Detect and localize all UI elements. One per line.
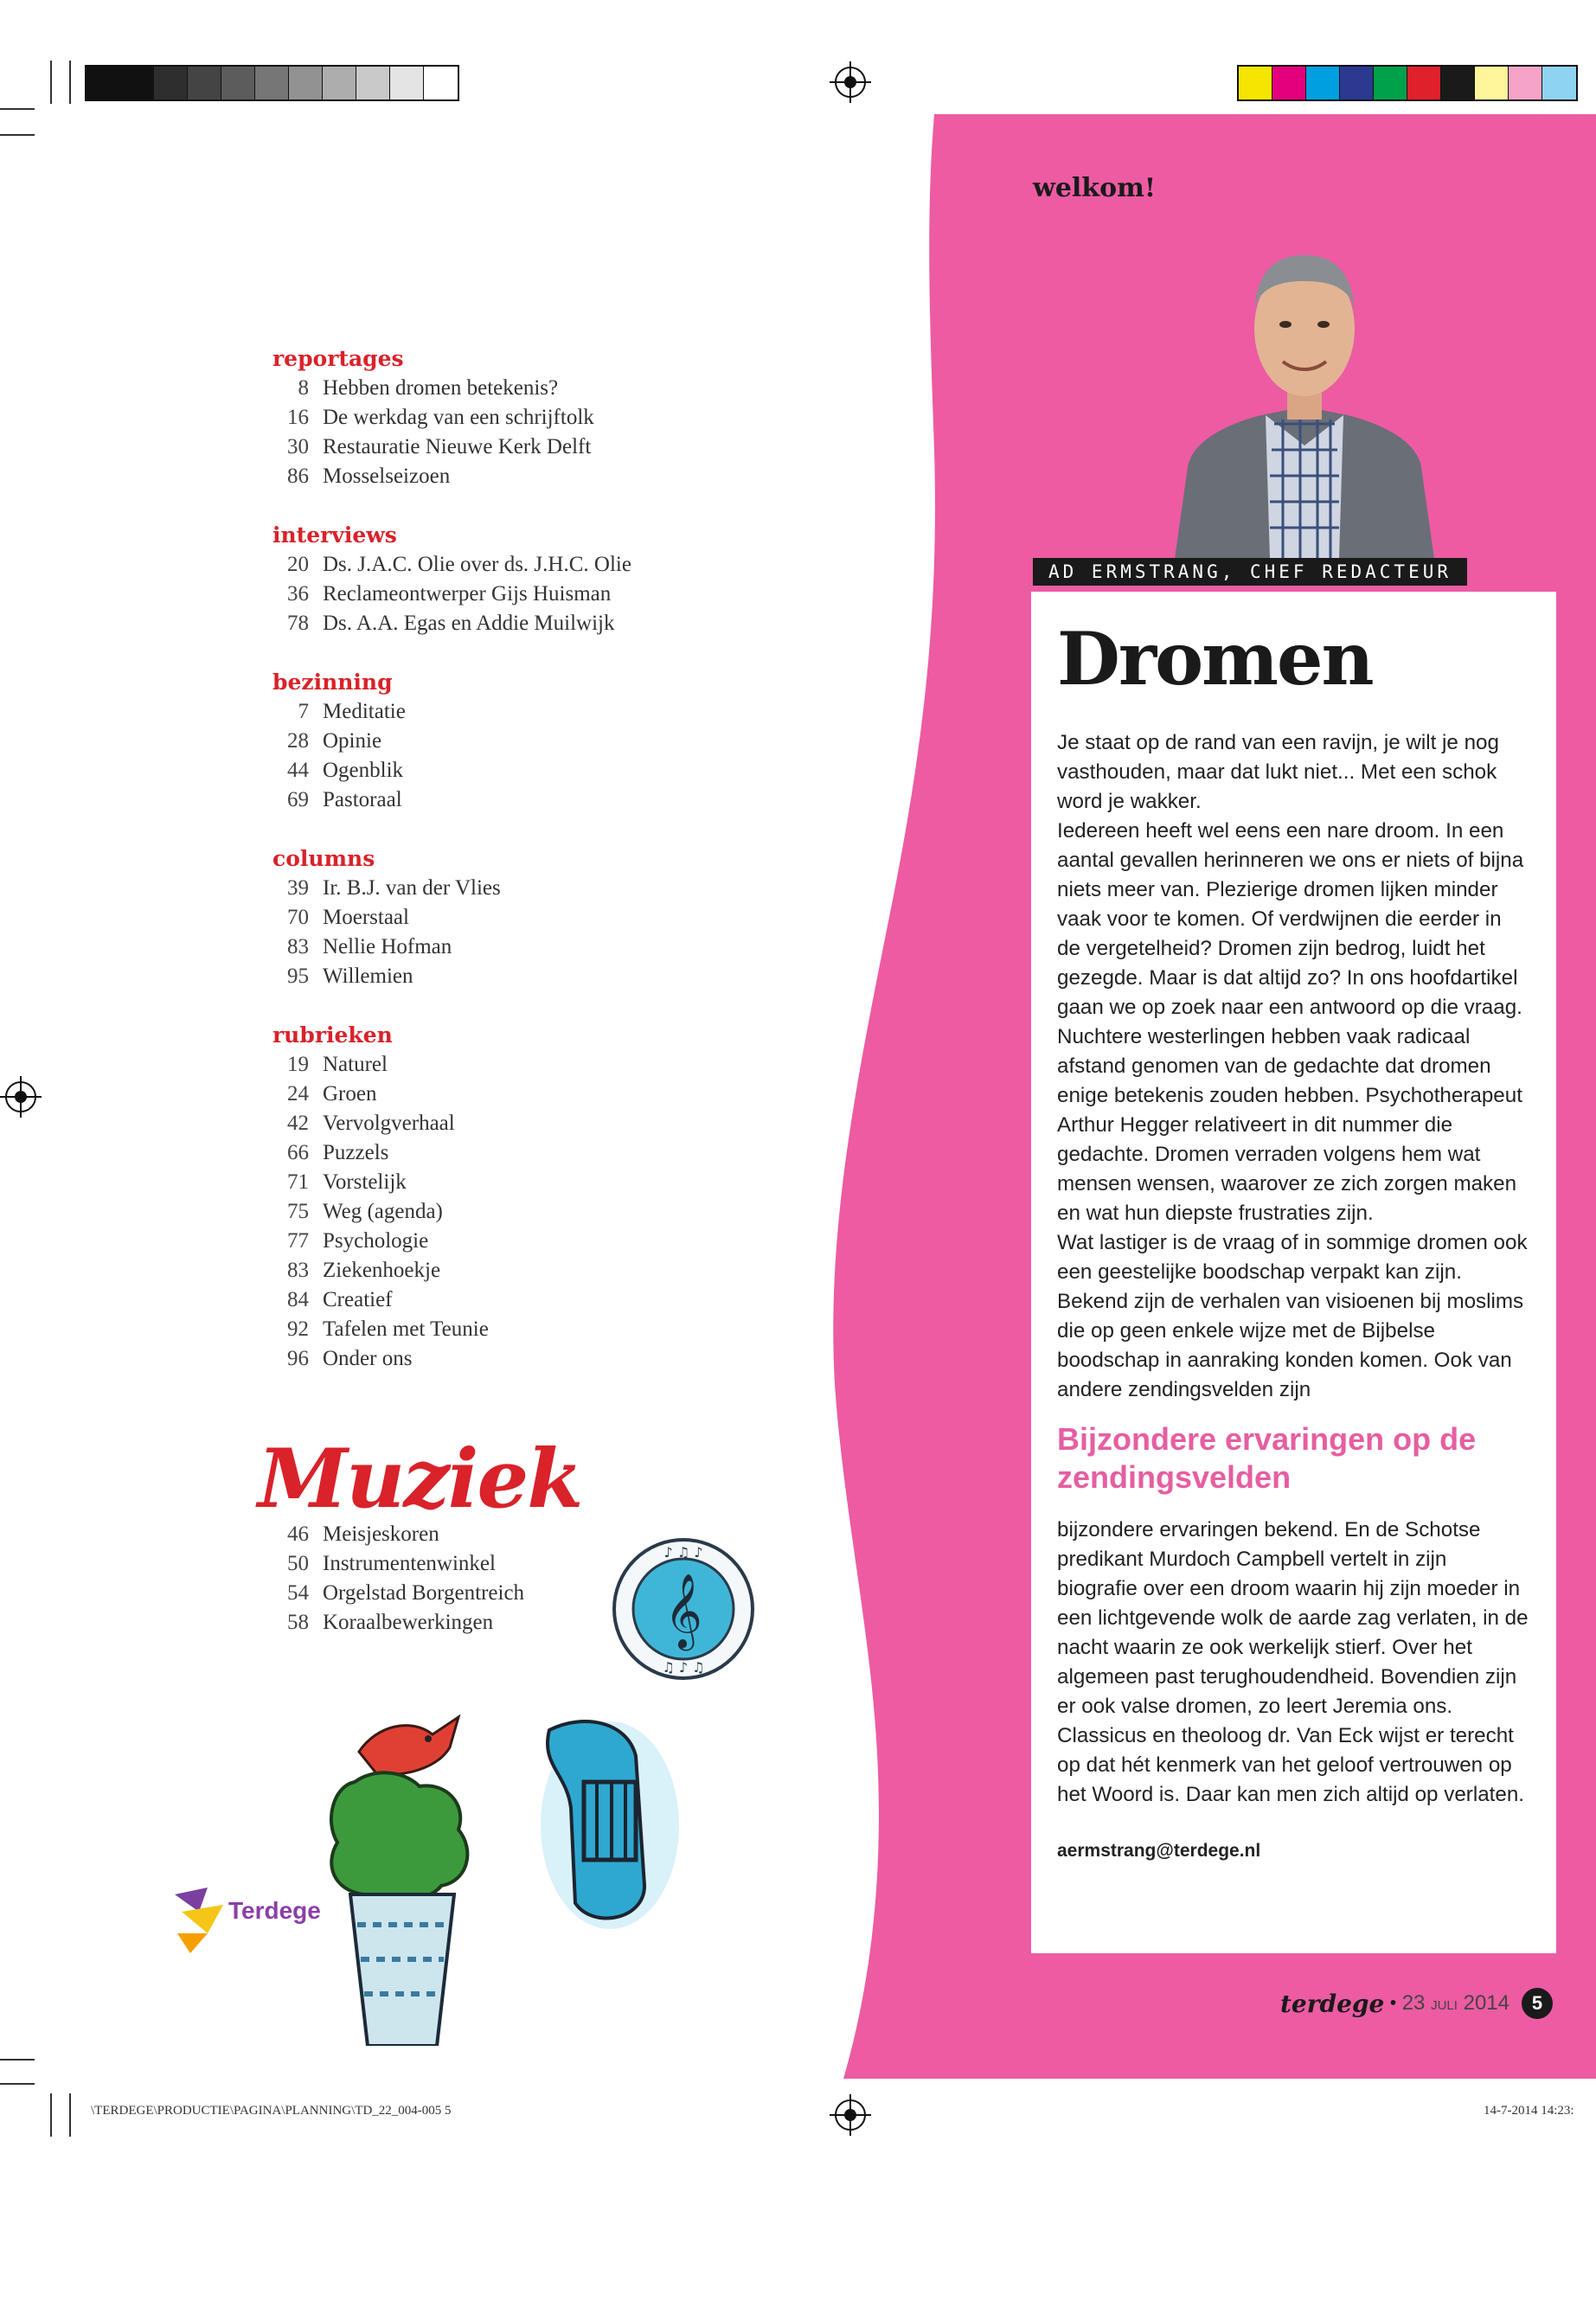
toc-entry-title: De werkdag van een schrijftolk xyxy=(323,406,594,429)
toc-entry[interactable] xyxy=(272,1344,757,1374)
toc-entry-title: Naturel xyxy=(323,1053,388,1076)
folio-day: 23 xyxy=(1401,1991,1426,2015)
toc-entry[interactable] xyxy=(272,756,757,785)
folio-date xyxy=(1402,1991,1509,2016)
toc-page-number: 42 xyxy=(287,1112,309,1135)
gray-swatch xyxy=(120,67,154,99)
crop-mark xyxy=(0,2083,35,2085)
toc-entry[interactable] xyxy=(272,1315,757,1344)
toc-page-number: 66 xyxy=(287,1141,309,1164)
toc-page-number: 86 xyxy=(287,465,309,488)
toc-page-number: 71 xyxy=(287,1170,309,1194)
toc-entry[interactable] xyxy=(272,697,757,727)
article-title: Dromen xyxy=(1057,616,1373,702)
svg-text:♫ ♪ ♫: ♫ ♪ ♫ xyxy=(662,1659,705,1676)
toc-section-heading: rubrieken xyxy=(272,1022,393,1048)
gray-swatch xyxy=(188,67,221,99)
toc-entry-title: Ds. A.A. Egas en Addie Muilwijk xyxy=(323,612,615,635)
crop-mark xyxy=(0,108,35,110)
color-swatch xyxy=(1542,67,1576,99)
gray-swatch xyxy=(323,67,356,99)
toc-entry[interactable] xyxy=(272,933,757,962)
toc-entry-title: Ds. J.A.C. Olie over ds. J.H.C. Olie xyxy=(323,553,631,576)
crop-mark xyxy=(0,134,35,136)
toc-entry[interactable] xyxy=(272,550,757,580)
toc-entry[interactable] xyxy=(272,609,757,638)
toc-section-heading: bezinning xyxy=(272,670,393,695)
toc-page-number: 24 xyxy=(287,1082,309,1106)
color-swatch xyxy=(1306,67,1340,99)
toc-entry[interactable] xyxy=(272,1520,619,1549)
toc-section-interviews xyxy=(272,521,757,638)
folio-month: juli xyxy=(1431,1992,1458,2014)
toc-entry[interactable] xyxy=(272,374,757,403)
toc-entry[interactable] xyxy=(272,1285,757,1315)
toc-page-number: 20 xyxy=(287,553,309,576)
terdege-logo xyxy=(173,1886,321,1955)
toc-entry[interactable] xyxy=(272,433,757,462)
toc-entry[interactable] xyxy=(272,1197,757,1227)
toc-entry-title: Koraalbewerkingen xyxy=(323,1611,494,1634)
toc-page-number: 83 xyxy=(287,1259,309,1282)
editorial-article xyxy=(1031,592,1556,1953)
toc-entry-title: Restauratie Nieuwe Kerk Delft xyxy=(323,435,592,458)
article-paragraph: Iedereen heeft wel eens een nare droom. In een aantal gevallen herinneren we ons er niets of bijna niets meer van. Plezierige dromen lijken minder vaak voor te komen. Of verdwijnen die eerder in de vergetelheid? Dromen zijn bedrog, luidt het gezegde. Maar is dat altijd zo? In ons hoofdartikel gaan we op zoek naar een antwoord op die vraag. Nuchtere westerlingen hebben vaak radicaal afstand genomen van de gedachte dat dromen enige betekenis zouden hebben. Psychotherapeut Arthur Hegger relativeert in dit nummer die gedachte. Dromen verraden volgens hem wat mensen wensen, waarover ze zich zorgen maken en wat hun diepste frustraties zijn. xyxy=(1057,819,1524,1225)
color-swatch xyxy=(1239,67,1272,99)
toc-entry-title: Reclameontwerper Gijs Huisman xyxy=(323,582,612,606)
toc-page-number: 83 xyxy=(287,935,309,958)
toc-entry[interactable] xyxy=(272,1168,757,1197)
toc-entry-title: Nellie Hofman xyxy=(323,935,452,958)
page-folio xyxy=(1280,1988,1553,2019)
toc-page-number: 58 xyxy=(287,1611,309,1634)
svg-text:♪ ♫ ♪: ♪ ♫ ♪ xyxy=(663,1544,703,1561)
toc-page-number: 96 xyxy=(287,1347,309,1370)
toc-page-number: 75 xyxy=(287,1200,309,1223)
toc-entry-title: Tafelen met Teunie xyxy=(323,1317,489,1341)
toc-entry[interactable] xyxy=(272,1227,757,1256)
toc-section-rubrieken xyxy=(272,1021,757,1374)
toc-entry-title: Groen xyxy=(323,1082,377,1106)
crop-mark xyxy=(0,2059,35,2061)
toc-entry[interactable] xyxy=(272,727,757,756)
author-email-link[interactable]: aermstrang@terdege.nl xyxy=(1057,1841,1261,1861)
folio-brand: terdege xyxy=(1280,1989,1385,2018)
toc-entry-title: Vorstelijk xyxy=(323,1170,407,1194)
toc-entry-title: Pastoraal xyxy=(323,788,402,811)
toc-entry[interactable] xyxy=(272,1549,619,1579)
article-body-part-2 xyxy=(1057,1516,1530,1810)
toc-entry-title: Onder ons xyxy=(323,1347,413,1370)
gray-swatch xyxy=(356,67,390,99)
gray-swatch xyxy=(221,67,255,99)
toc-entry-title: Meisjeskoren xyxy=(323,1522,439,1546)
crop-mark xyxy=(69,2093,71,2137)
table-of-contents xyxy=(272,344,757,1403)
toc-page-number: 95 xyxy=(287,965,309,988)
toc-section-reportages xyxy=(272,344,757,491)
article-body-part-1 xyxy=(1057,728,1530,1405)
color-swatch xyxy=(1407,67,1441,99)
toc-page-number: 39 xyxy=(287,876,309,900)
kicker: welkom! xyxy=(1033,173,1157,203)
toc-entry[interactable] xyxy=(272,785,757,815)
byline: AD ERMSTRANG, CHEF REDACTEUR xyxy=(1033,558,1467,586)
toc-entry-title: Ir. B.J. van der Vlies xyxy=(323,876,501,900)
gray-swatch xyxy=(154,67,188,99)
toc-page-number: 78 xyxy=(287,612,309,635)
toc-page-number: 19 xyxy=(287,1053,309,1076)
toc-page-number: 28 xyxy=(287,729,309,753)
toc-entry[interactable] xyxy=(272,1050,757,1080)
toc-section-bezinning xyxy=(272,668,757,815)
gray-swatch xyxy=(390,67,424,99)
grayscale-calibration-bar xyxy=(85,65,459,101)
toc-entry-title: Vervolgverhaal xyxy=(323,1112,455,1135)
gray-swatch xyxy=(289,67,323,99)
page-number-badge: 5 xyxy=(1522,1988,1553,2019)
toc-section-heading: columns xyxy=(272,846,375,871)
toc-page-number: 36 xyxy=(287,582,309,606)
toc-page-number: 69 xyxy=(287,788,309,811)
gray-swatch xyxy=(255,67,289,99)
toc-entry[interactable] xyxy=(272,403,757,433)
toc-page-number: 50 xyxy=(287,1552,309,1575)
folio-year: 2014 xyxy=(1463,1991,1509,2015)
muziek-title: Muziek xyxy=(258,1432,582,1527)
toc-entry[interactable] xyxy=(272,462,757,491)
toc-entry[interactable] xyxy=(272,1080,757,1109)
tuba-illustration xyxy=(532,1713,683,1942)
toc-page-number: 7 xyxy=(298,700,309,723)
toc-page-number: 54 xyxy=(287,1581,309,1605)
color-swatch xyxy=(1340,67,1374,99)
color-swatch xyxy=(1272,67,1306,99)
toc-entry-title: Moerstaal xyxy=(323,906,409,929)
folio-separator: • xyxy=(1389,1991,1397,2015)
muziek-list xyxy=(272,1520,619,1638)
bird-plant-illustration xyxy=(281,1700,515,2046)
toc-entry-title: Instrumentenwinkel xyxy=(323,1552,496,1575)
toc-entry[interactable] xyxy=(272,1109,757,1138)
toc-entry[interactable] xyxy=(272,580,757,609)
registration-mark-icon xyxy=(5,1081,36,1112)
toc-entry-title: Psychologie xyxy=(323,1229,429,1253)
toc-page-number: 8 xyxy=(298,376,309,400)
toc-entry-title: Hebben dromen betekenis? xyxy=(323,376,559,400)
gray-swatch xyxy=(87,67,120,99)
toc-entry[interactable] xyxy=(272,903,757,933)
registration-mark-icon xyxy=(835,2099,866,2131)
toc-page-number: 16 xyxy=(287,406,309,429)
toc-entry-title: Meditatie xyxy=(323,700,406,723)
toc-entry-title: Ziekenhoekje xyxy=(323,1259,441,1282)
date-slug: 14-7-2014 14:23: xyxy=(1484,2104,1574,2118)
color-swatch xyxy=(1441,67,1475,99)
toc-entry[interactable] xyxy=(272,962,757,991)
gray-swatch xyxy=(424,67,458,99)
crop-mark xyxy=(69,61,71,104)
crop-mark xyxy=(50,2093,52,2137)
crop-mark xyxy=(50,61,52,104)
registration-mark-icon xyxy=(835,67,866,98)
toc-entry-title: Ogenblik xyxy=(323,759,404,782)
toc-entry[interactable] xyxy=(272,1138,757,1168)
toc-page-number: 30 xyxy=(287,435,309,458)
color-swatch xyxy=(1475,67,1509,99)
toc-section-columns xyxy=(272,844,757,991)
article-paragraph: Wat lastiger is de vraag of in sommige dromen ook een geestelijke boodschap verpakt kan zijn. Bekend zijn de verhalen van visioenen bij moslims die op geen enkele wijze met de Bijbelse boodschap in aanraking konden komen. Ook van andere zendingsvelden zijn xyxy=(1057,1231,1528,1401)
article-subhead: Bijzondere ervaringen op de zendingsvelden xyxy=(1057,1421,1477,1495)
toc-entry-title: Orgelstad Borgentreich xyxy=(323,1581,525,1605)
article-paragraph: Je staat op de rand van een ravijn, je wilt je nog vasthouden, maar dat lukt niet... Met een schok word je wakker. xyxy=(1057,731,1499,813)
toc-entry[interactable] xyxy=(272,874,757,903)
toc-section-heading: interviews xyxy=(272,522,397,548)
toc-section-heading: reportages xyxy=(272,346,404,371)
color-swatch xyxy=(1509,67,1542,99)
toc-entry[interactable] xyxy=(272,1608,619,1638)
toc-page-number: 92 xyxy=(287,1317,309,1341)
article-paragraph: bijzondere ervaringen bekend. En de Schotse predikant Murdoch Campbell vertelt in zijn biografie over een droom waarin hij zijn moeder in een lichtgevende wolk de aarde zag verlaten, in de nacht waarin ze ook werkelijk stierf. Over het algemeen past terughoudendheid. Bovendien zijn er ook valse dromen, zo leert Jeremia ons. Classicus en theoloog dr. Van Eck wijst er terecht op dat hét kenmerk van het geloof vertrouwen op het Woord is. Daar kan men zich altijd op verlaten. xyxy=(1057,1518,1529,1806)
toc-page-number: 84 xyxy=(287,1288,309,1311)
toc-entry-title: Creatief xyxy=(323,1288,393,1311)
toc-entry-title: Willemien xyxy=(323,965,413,988)
author-photo xyxy=(1157,208,1452,559)
logo-text: Terdege xyxy=(228,1897,321,1924)
toc-page-number: 77 xyxy=(287,1229,309,1253)
toc-entry[interactable] xyxy=(272,1579,619,1608)
toc-entry-title: Weg (agenda) xyxy=(323,1200,443,1223)
svg-text:𝄞: 𝄞 xyxy=(664,1574,702,1648)
toc-page-number: 46 xyxy=(287,1522,309,1546)
file-slug: \TERDEGE\PRODUCTIE\PAGINA\PLANNING\TD_22_004-005 5 xyxy=(91,2104,452,2118)
terdege-logo-icon xyxy=(173,1886,225,1955)
toc-page-number: 70 xyxy=(287,906,309,929)
toc-page-number: 44 xyxy=(287,759,309,782)
color-swatch xyxy=(1374,67,1407,99)
music-plate-illustration xyxy=(610,1535,757,1682)
toc-entry-title: Puzzels xyxy=(323,1141,389,1164)
toc-entry-title: Opinie xyxy=(323,729,382,753)
toc-entry[interactable] xyxy=(272,1256,757,1285)
color-calibration-bar xyxy=(1237,65,1578,101)
toc-entry-title: Mosselseizoen xyxy=(323,465,451,488)
